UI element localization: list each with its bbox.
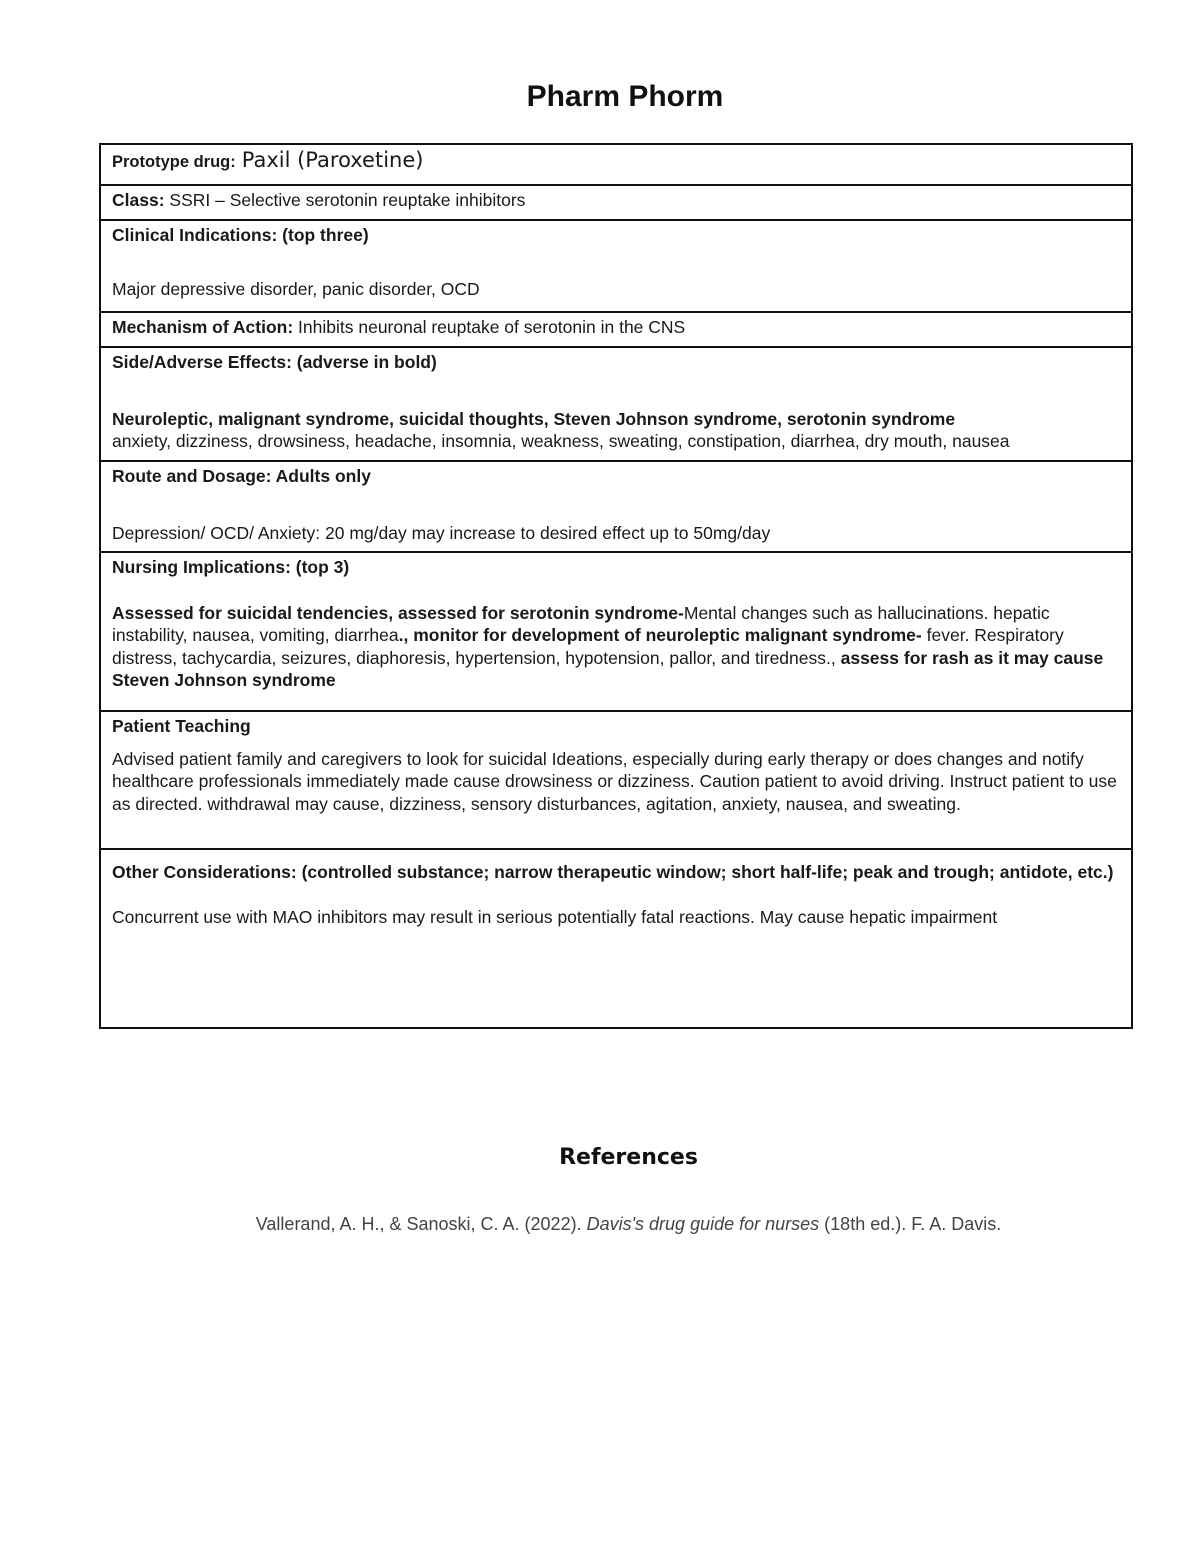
indications-value: Major depressive disorder, panic disorder, OCD (112, 278, 480, 299)
nursing-serotonin-signs: Mental changes such as hallucinations. hepatic instability, nausea, vomiting, diarrhea (112, 602, 1050, 645)
other-value: Concurrent use with MAO inhibitors may result in serious potentially fatal reactions. May cause hepatic impairment (112, 907, 998, 927)
row-route (101, 462, 1131, 553)
prototype-label: Prototype drug: (112, 153, 236, 171)
nursing-label: Nursing Implications: (top 3) (112, 557, 350, 577)
indications-label: Clinical Indications: (top three) (112, 225, 369, 245)
row-class (101, 186, 1131, 221)
nursing-value (112, 602, 1121, 692)
pharm-form-table (99, 143, 1133, 1029)
teaching-value: Advised patient family and caregivers to look for suicidal Ideations, especially during early therapy or does changes and notify healthcare professionals immediately made cause drowsiness or dizziness. Caution patient to avoid driving. Instruct patient to use as directed. withdrawal may cause, dizziness, sensory disturbances, agitation, anxiety, nausea, and sweating. (112, 748, 1117, 814)
row-other (101, 850, 1131, 1027)
row-side-effects (101, 348, 1131, 462)
class-value: SSRI – Selective serotonin reuptake inhibitors (169, 190, 526, 210)
nursing-nms: ., monitor for development of neuroleptic malignant syndrome- (398, 625, 922, 645)
prototype-value: Paxil (Paroxetine) (241, 148, 424, 172)
row-prototype (101, 145, 1131, 186)
nursing-rash: assess for rash as it may cause Steven Johnson syndrome (112, 647, 1104, 690)
nursing-nms-signs: fever. Respiratory distress, tachycardia, seizures, diaphoresis, hypertension, hypotension, pallor, and tiredness., (112, 625, 1064, 668)
row-teaching (101, 712, 1131, 850)
route-value: Depression/ OCD/ Anxiety: 20 mg/day may increase to desired effect up to 50mg/day (112, 522, 771, 543)
mechanism-value: Inhibits neuronal reuptake of serotonin in the CNS (298, 317, 686, 337)
route-label: Route and Dosage: Adults only (112, 466, 371, 486)
side-effects-list: anxiety, dizziness, drowsiness, headache, insomnia, weakness, sweating, constipation, diarrhea, dry mouth, nausea (112, 431, 1010, 451)
references-heading: References (559, 1145, 698, 1170)
nursing-suicidal-serotonin: Assessed for suicidal tendencies, assessed for serotonin syndrome- (112, 602, 684, 623)
side-effects-label: Side/Adverse Effects: (adverse in bold) (112, 352, 437, 372)
other-label: Other Considerations: (controlled substance; narrow therapeutic window; short half-life; peak and trough; antidote, etc.) (112, 862, 1114, 882)
adverse-effects: Neuroleptic, malignant syndrome, suicidal thoughts, Steven Johnson syndrome, serotonin syndrome (112, 408, 956, 429)
row-nursing (101, 553, 1131, 712)
teaching-label: Patient Teaching (112, 716, 251, 736)
row-mechanism (101, 313, 1131, 348)
reference-entry (0, 1214, 1200, 1235)
mechanism-label: Mechanism of Action: (112, 317, 294, 337)
page-title: Pharm Phorm (526, 80, 724, 113)
class-label: Class: (112, 190, 165, 210)
reference-authors: Vallerand, A. H., & Sanoski, C. A. (2022). (255, 1214, 582, 1234)
reference-book-title: Davis's drug guide for nurses (586, 1214, 820, 1234)
reference-publisher: (18th ed.). F. A. Davis. (824, 1214, 1002, 1234)
row-indications (101, 221, 1131, 313)
